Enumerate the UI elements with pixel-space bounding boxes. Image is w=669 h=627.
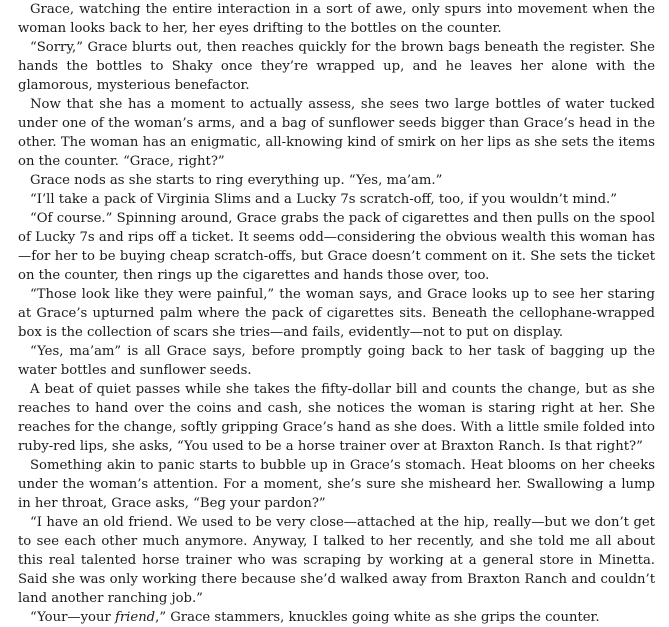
paragraph-12-end: ,” Grace stammers, knuckles going white as she grips the counter. (155, 610, 600, 625)
paragraph-11: “I have an old friend. We used to be very close—attached at the hip, really—but we don’t get to see each other much anymore. Anyway, I talked to her recently, and she told me all about this real talented horse trainer who was scraping by working at a general store in Minetta. Said she was only working there because she’d walked away from Braxton Ranch and couldn’t land another ranching job.” (18, 515, 655, 606)
paragraph-9: A beat of quiet passes while she takes the fifty-dollar bill and counts the change, but as she reaches to hand over the coins and cash, she notices the woman is staring right at her. She reaches for the change, softly gripping Grace’s hand as she does. With a little smile folded into ruby-red lips, she asks, “You used to be a horse trainer over at Braxton Ranch. Is that right?” (18, 382, 655, 454)
paragraph-3: Now that she has a moment to actually assess, she sees two large bottles of water tucked under one of the woman’s arms, and a bag of sunflower seeds bigger than Grace’s head in the other. The woman has an enigmatic, all-knowing kind of smirk on her lips as she sets the items on the counter. “Grace, right?” (18, 97, 655, 169)
paragraph-8: “Yes, ma’am” is all Grace says, before promptly going back to her task of bagging up the water bottles and sunflower seeds. (18, 344, 655, 378)
paragraph-1: Grace, watching the entire interaction in a sort of awe, only spurs into movement when the woman looks back to her, her eyes drifting to the bottles on the counter. (18, 2, 655, 36)
paragraph-12-emphasis: friend (114, 610, 156, 625)
paragraph-7: “Those look like they were painful,” the woman says, and Grace looks up to see her staring at Grace’s upturned palm where the pack of cigarettes sits. Beneath the cellophane-wrapped box is the collection of scars she tries—and fails, evidently—not to put on display. (18, 287, 655, 340)
paragraph-6: “Of course.” Spinning around, Grace grabs the pack of cigarettes and then pulls on the spool of Lucky 7s and rips off a ticket. It seems odd—considering the obvious wealth this woman has—for her to be buying cheap scratch-offs, but Grace doesn’t comment on it. She sets the ticket on the counter, then rings up the cigarettes and hands those over, too. (18, 211, 655, 283)
paragraph-12-start: “Your—your (30, 610, 115, 625)
paragraph-4: Grace nods as she starts to ring everything up. “Yes, ma’am.” (30, 173, 443, 188)
paragraph-2: “Sorry,” Grace blurts out, then reaches quickly for the brown bags beneath the register. She hands the bottles to Shaky once they’re wrapped up, and he leaves her alone with the glamorous, mysterious benefactor. (18, 40, 655, 93)
paragraph-12 (18, 608, 655, 627)
paragraph-5: “I’ll take a pack of Virginia Slims and a Lucky 7s scratch-off, too, if you wouldn’t mind.” (30, 192, 617, 207)
paragraph-10: Something akin to panic starts to bubble up in Grace’s stomach. Heat blooms on her cheeks under the woman’s attention. For a moment, she’s sure she misheard her. Swallowing a lump in her throat, Grace asks, “Beg your pardon?” (18, 458, 655, 511)
